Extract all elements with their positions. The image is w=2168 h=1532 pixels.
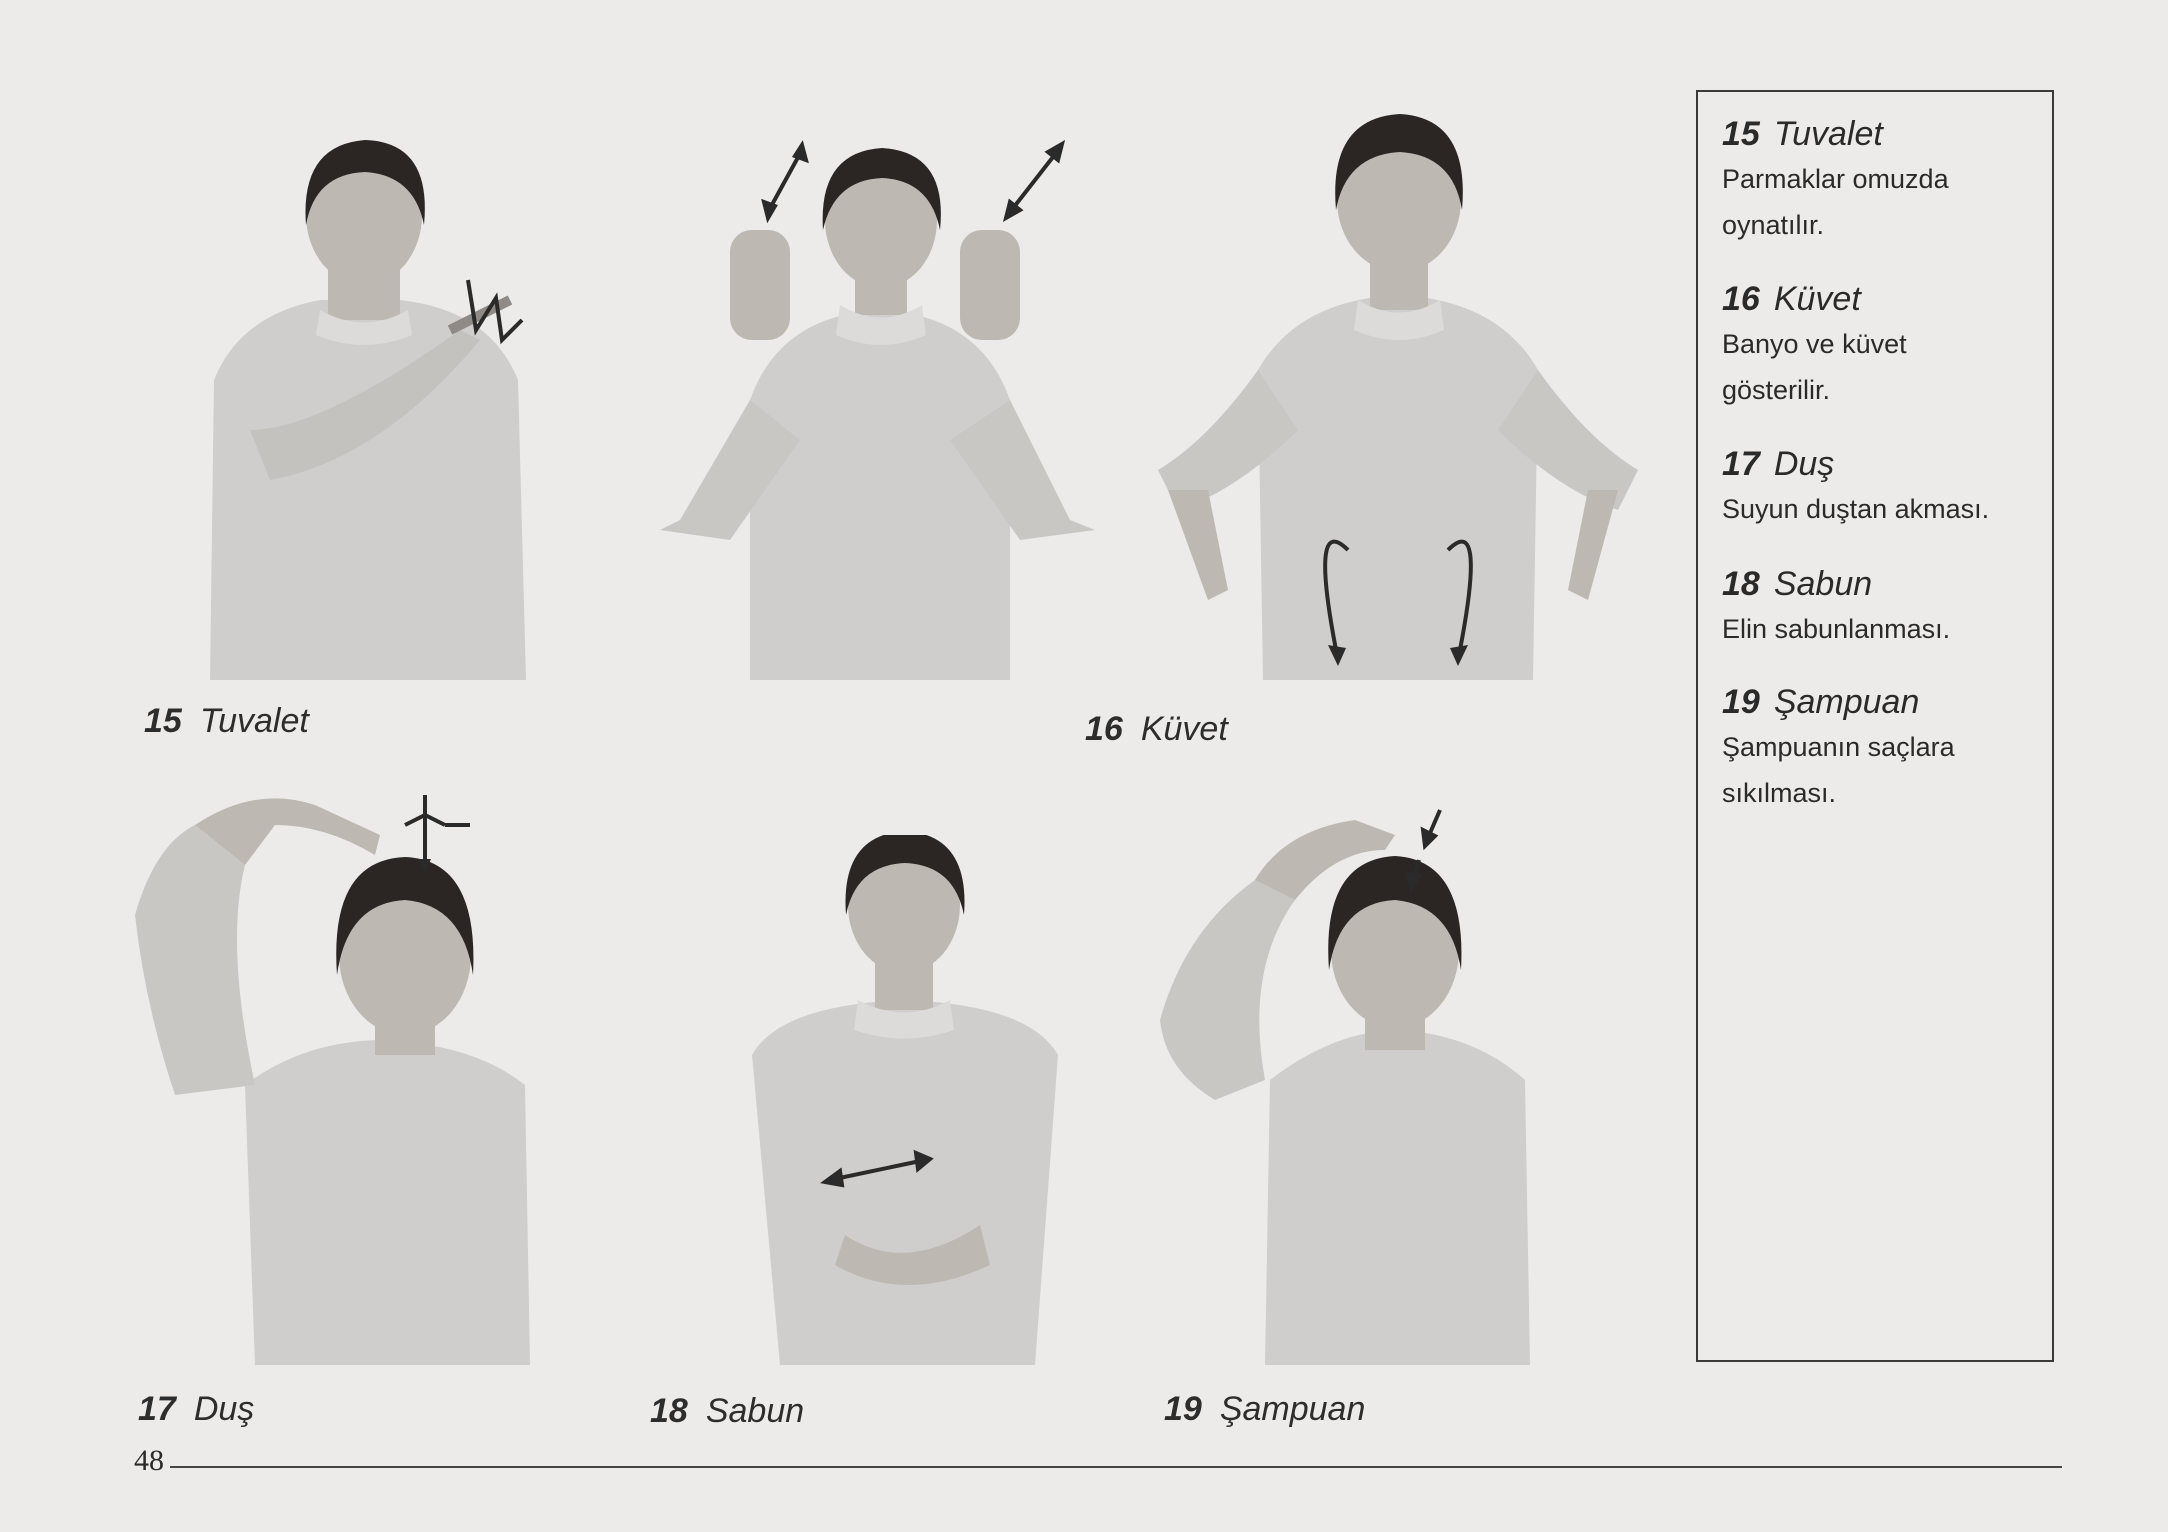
legend-desc-line: Banyo ve küvet (1722, 329, 1907, 359)
legend-desc-line: Parmaklar omuzda (1722, 164, 1949, 194)
figure-name: Tuvalet (199, 702, 309, 740)
legend-desc-line: Şampuanın saçlara (1722, 732, 1955, 762)
legend-entry-16 (1722, 277, 2052, 413)
legend-desc-line: gösterilir. (1722, 375, 1831, 405)
legend-number: 19 (1722, 683, 1760, 721)
legend-entry-19 (1722, 680, 2052, 816)
legend-title: Küvet (1773, 280, 1861, 318)
photo-19-sampuan (1155, 790, 1595, 1365)
figure-name: Küvet (1140, 710, 1228, 748)
legend-entry-15 (1722, 112, 2052, 248)
caption-15 (144, 702, 309, 741)
figure-number: 17 (138, 1390, 176, 1428)
legend-title: Şampuan (1773, 683, 1920, 721)
legend-entry-17 (1722, 442, 2052, 532)
legend-number: 18 (1722, 565, 1760, 603)
legend-desc-line: oynatılır. (1722, 210, 1825, 240)
legend-desc-line: Elin sabunlanması. (1722, 614, 1951, 644)
legend-number: 17 (1722, 445, 1760, 483)
photo-15-tuvalet (200, 130, 530, 680)
figure-name: Sabun (705, 1392, 805, 1430)
caption-19 (1164, 1390, 1365, 1429)
caption-17 (138, 1390, 254, 1429)
footer-rule (170, 1466, 2062, 1468)
legend-desc-line: Suyun duştan akması. (1722, 494, 1990, 524)
legend-box (1696, 90, 2054, 1362)
photo-17-dus (135, 785, 605, 1365)
figure-number: 15 (144, 702, 182, 740)
caption-16 (1085, 710, 1228, 749)
photo-16-kuvet (650, 140, 1100, 680)
legend-number: 15 (1722, 115, 1760, 153)
legend-desc-line: sıkılması. (1722, 778, 1837, 808)
caption-18 (650, 1392, 804, 1431)
legend-title: Sabun (1773, 565, 1873, 603)
legend-entry-18 (1722, 562, 2052, 652)
legend-title: Duş (1773, 445, 1835, 483)
figure-name: Duş (193, 1390, 255, 1428)
page-number: 48 (134, 1444, 164, 1477)
figure-number: 19 (1164, 1390, 1202, 1428)
legend-title: Tuvalet (1773, 115, 1883, 153)
figure-number: 18 (650, 1392, 688, 1430)
photo-16b-kuvet-motion (1148, 110, 1648, 680)
figure-name: Şampuan (1219, 1390, 1366, 1428)
photo-18-sabun (740, 835, 1070, 1365)
figure-number: 16 (1085, 710, 1123, 748)
legend-number: 16 (1722, 280, 1760, 318)
